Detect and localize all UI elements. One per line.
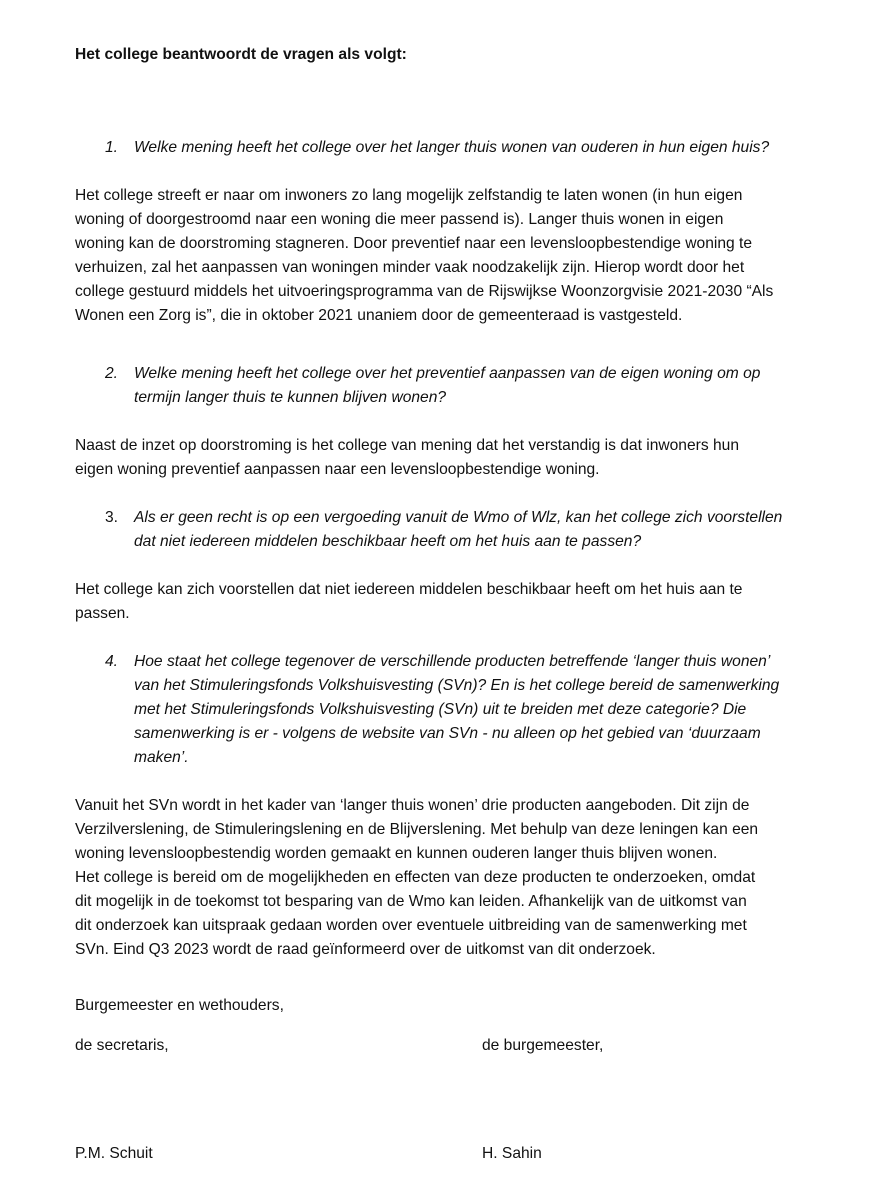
mayor-title: de burgemeester, [482, 1037, 604, 1054]
answer-line: college gestuurd middels het uitvoeringsprogramma van de Rijswijkse Woonzorgvisie 2021-2030 “Als [75, 283, 774, 300]
answer-2 [75, 434, 739, 482]
answer-line: SVn. Eind Q3 2023 wordt de raad geïnformeerd over de uitkomst van dit onderzoek. [75, 941, 656, 958]
question-number: 2. [105, 365, 119, 382]
mayor-name: H. Sahin [482, 1145, 542, 1162]
question-line: samenwerking is er - volgens de website van SVn - nu alleen op het gebied van ‘duurzaam [134, 725, 761, 742]
answer-line: verhuizen, zal het aanpassen van woningen minder vaak noodzakelijk zijn. Hierop wordt door het [75, 259, 745, 276]
question-line: Welke mening heeft het college over het langer thuis wonen van ouderen in hun eigen huis? [134, 139, 770, 156]
question-line: maken’. [134, 749, 189, 766]
question-number: 4. [105, 653, 119, 670]
secretary-name: P.M. Schuit [75, 1145, 153, 1162]
answer-line: woning levensloopbestendig worden gemaakt en kunnen ouderen langer thuis blijven wonen. [75, 845, 718, 862]
question-line: Als er geen recht is op een vergoeding vanuit de Wmo of Wlz, kan het college zich voorstellen [134, 509, 783, 526]
question-line: termijn langer thuis te kunnen blijven wonen? [134, 389, 447, 406]
answer-line: passen. [75, 605, 130, 622]
page-heading: Het college beantwoordt de vragen als volgt: [75, 46, 407, 63]
answer-line: woning kan de doorstroming stagneren. Door preventief naar een levensloopbestendige woning te [75, 235, 753, 252]
answer-line: woning of doorgestroomd naar een woning die meer passend is). Langer thuis wonen in eigen [75, 211, 724, 228]
answer-line: Het college streeft er naar om inwoners zo lang mogelijk zelfstandig te laten wonen (in hun eigen [75, 187, 743, 204]
question-line: dat niet iedereen middelen beschikbaar heeft om het huis aan te passen? [134, 533, 642, 550]
question-line: van het Stimuleringsfonds Volkshuisvesting (SVn)? En is het college bereid de samenwerking [134, 677, 780, 694]
answer-line: Naast de inzet op doorstroming is het college van mening dat het verstandig is dat inwoners hun [75, 437, 739, 454]
answer-line: dit onderzoek kan uitspraak gedaan worden over eventuele uitbreiding van de samenwerking met [75, 917, 747, 934]
answer-line: dit mogelijk in de toekomst tot besparing van de Wmo kan leiden. Afhankelijk van de uitkomst van [75, 893, 747, 910]
secretary-title: de secretaris, [75, 1037, 169, 1054]
answer-line: Het college is bereid om de mogelijkheden en effecten van deze producten te onderzoeken, omdat [75, 869, 756, 886]
question-line: Hoe staat het college tegenover de verschillende producten betreffende ‘langer thuis wonen’ [134, 653, 771, 670]
answer-line: Vanuit het SVn wordt in het kader van ‘langer thuis wonen’ drie producten aangeboden. Dit zijn de [75, 797, 750, 814]
answer-line: Wonen een Zorg is”, die in oktober 2021 unaniem door de gemeenteraad is vastgesteld. [75, 307, 683, 324]
closing-salutation: Burgemeester en wethouders, [75, 997, 284, 1014]
question-line: Welke mening heeft het college over het preventief aanpassen van de eigen woning om op [134, 365, 761, 382]
answer-3 [75, 578, 742, 626]
question-number: 3. [105, 509, 119, 526]
answer-line: Verzilverslening, de Stimuleringslening en de Blijverslening. Met behulp van deze leningen kan een [75, 821, 759, 838]
answer-1 [75, 184, 773, 328]
question-line: met het Stimuleringsfonds Volkshuisvesting (SVn) uit te breiden met deze categorie? Die [134, 701, 747, 718]
answer-4 [75, 794, 758, 962]
question-number: 1. [105, 139, 119, 156]
answer-line: eigen woning preventief aanpassen naar een levensloopbestendige woning. [75, 461, 600, 478]
answer-line: Het college kan zich voorstellen dat niet iedereen middelen beschikbaar heeft om het huis aan te [75, 581, 743, 598]
